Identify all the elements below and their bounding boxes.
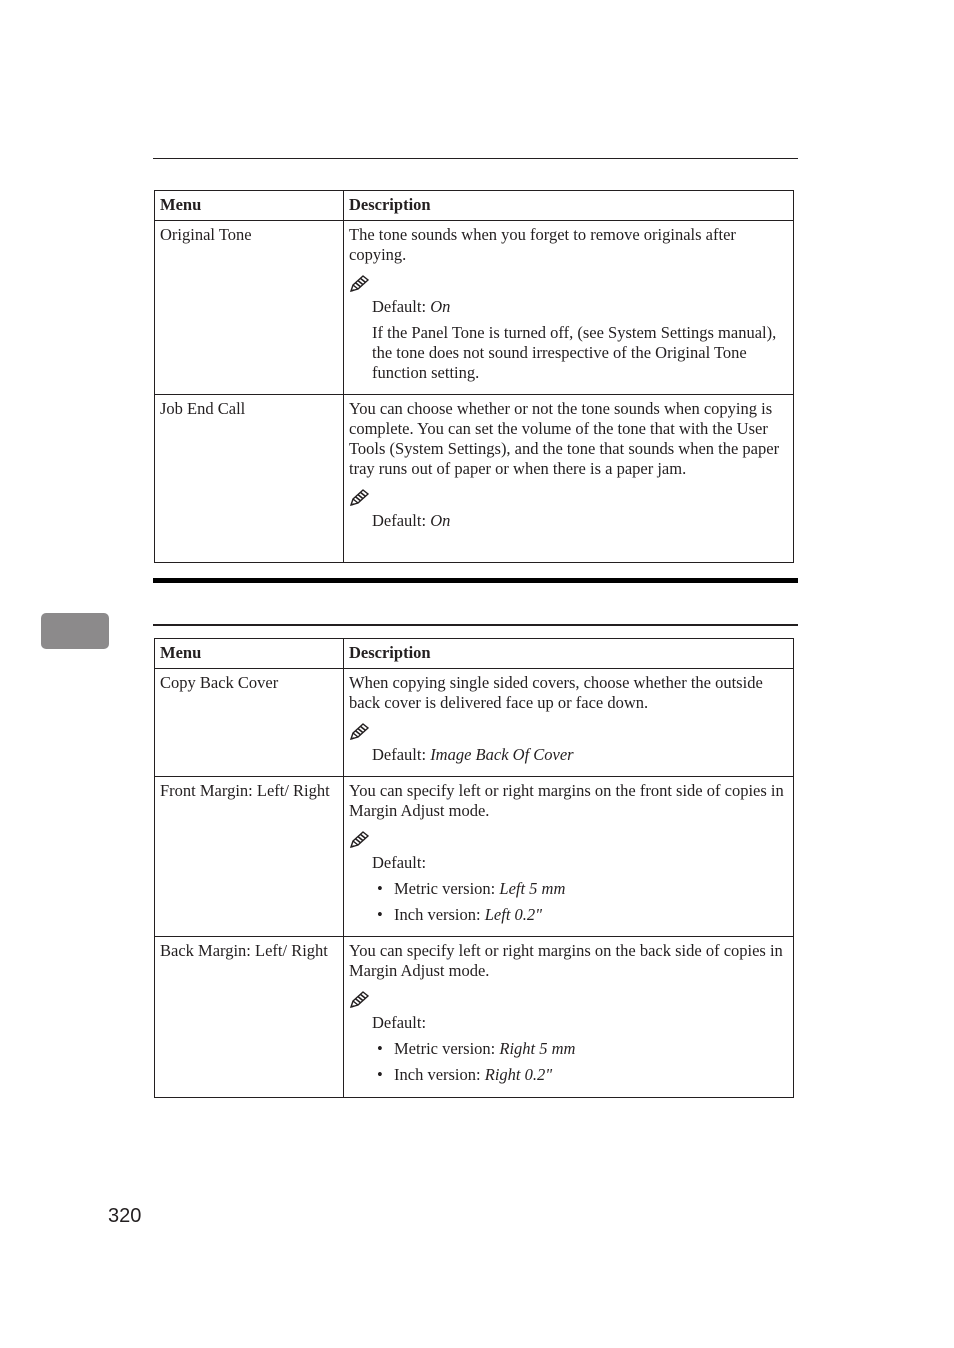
chapter-tab bbox=[41, 613, 109, 649]
default-label: Default: bbox=[372, 297, 431, 316]
list-item bbox=[372, 1039, 788, 1059]
section-rule bbox=[153, 624, 798, 626]
default-label: Default: bbox=[372, 511, 431, 530]
bullet-label: Inch version: bbox=[394, 1065, 485, 1084]
list-item bbox=[372, 1065, 788, 1085]
bullet-value: Left 0.2" bbox=[484, 905, 543, 924]
note-body bbox=[372, 745, 788, 765]
note-extra-text: If the Panel Tone is turned off, (see System Settings manual), the tone does not sound irrespective of the Original Tone function setting. bbox=[372, 323, 777, 382]
pencil-note-icon bbox=[349, 831, 369, 849]
description-text: You can specify left or right margins on the front side of copies in Margin Adjust mode. bbox=[349, 781, 784, 820]
description-cell bbox=[344, 777, 794, 937]
table-row bbox=[155, 777, 794, 937]
default-line bbox=[372, 297, 788, 317]
default-label: Default: bbox=[372, 745, 431, 764]
header-menu: Menu bbox=[155, 639, 344, 669]
pencil-note-icon bbox=[349, 723, 369, 741]
default-line bbox=[372, 511, 788, 531]
bullet-value: Left 5 mm bbox=[499, 879, 566, 898]
note-body bbox=[372, 853, 788, 925]
header-rule bbox=[153, 158, 798, 159]
note-body bbox=[372, 1013, 788, 1085]
note-body bbox=[372, 297, 788, 383]
list-item bbox=[372, 905, 788, 925]
table-header-row bbox=[155, 191, 794, 221]
menu-cell: Copy Back Cover bbox=[155, 669, 344, 777]
description-cell bbox=[344, 669, 794, 777]
table-header-row bbox=[155, 639, 794, 669]
note-body bbox=[372, 511, 788, 531]
menu-cell: Front Margin: Left/ Right bbox=[155, 777, 344, 937]
page-number: 320 bbox=[108, 1205, 142, 1227]
list-item bbox=[372, 879, 788, 899]
description-cell bbox=[344, 221, 794, 395]
default-line: Default: bbox=[372, 1013, 427, 1032]
section-divider bbox=[153, 578, 798, 583]
bullet-value: Right 5 mm bbox=[499, 1039, 576, 1058]
header-description: Description bbox=[344, 191, 794, 221]
edit-settings-table bbox=[154, 638, 794, 1098]
table-row bbox=[155, 395, 794, 563]
table-row bbox=[155, 937, 794, 1098]
menu-cell: Back Margin: Left/ Right bbox=[155, 937, 344, 1098]
default-value: On bbox=[430, 297, 451, 316]
default-value: Image Back Of Cover bbox=[430, 745, 574, 764]
bullet-label: Metric version: bbox=[394, 1039, 500, 1058]
description-text: You can choose whether or not the tone sounds when copying is complete. You can set the volume of the tone that with the User Tools (System Settings), and the tone that sounds when the paper tray runs out of paper or when there is a paper jam. bbox=[349, 399, 780, 478]
description-text: When copying single sided covers, choose whether the outside back cover is delivered face up or face down. bbox=[349, 673, 763, 712]
table-row bbox=[155, 669, 794, 777]
pencil-note-icon bbox=[349, 275, 369, 293]
table-row bbox=[155, 221, 794, 395]
bullet-label: Inch version: bbox=[394, 905, 485, 924]
header-menu: Menu bbox=[155, 191, 344, 221]
description-cell bbox=[344, 395, 794, 563]
pencil-note-icon bbox=[349, 489, 369, 507]
menu-cell: Job End Call bbox=[155, 395, 344, 563]
menu-cell: Original Tone bbox=[155, 221, 344, 395]
description-text: The tone sounds when you forget to remove originals after copying. bbox=[349, 225, 736, 264]
pencil-note-icon bbox=[349, 991, 369, 1009]
tone-settings-table bbox=[154, 190, 794, 563]
description-text: You can specify left or right margins on the back side of copies in Margin Adjust mode. bbox=[349, 941, 783, 980]
bullet-value: Right 0.2" bbox=[484, 1065, 553, 1084]
default-line: Default: bbox=[372, 853, 427, 872]
description-cell bbox=[344, 937, 794, 1098]
default-line bbox=[372, 745, 788, 765]
header-description: Description bbox=[344, 639, 794, 669]
default-list bbox=[372, 1039, 788, 1085]
default-value: On bbox=[430, 511, 451, 530]
default-list bbox=[372, 879, 788, 925]
bullet-label: Metric version: bbox=[394, 879, 500, 898]
